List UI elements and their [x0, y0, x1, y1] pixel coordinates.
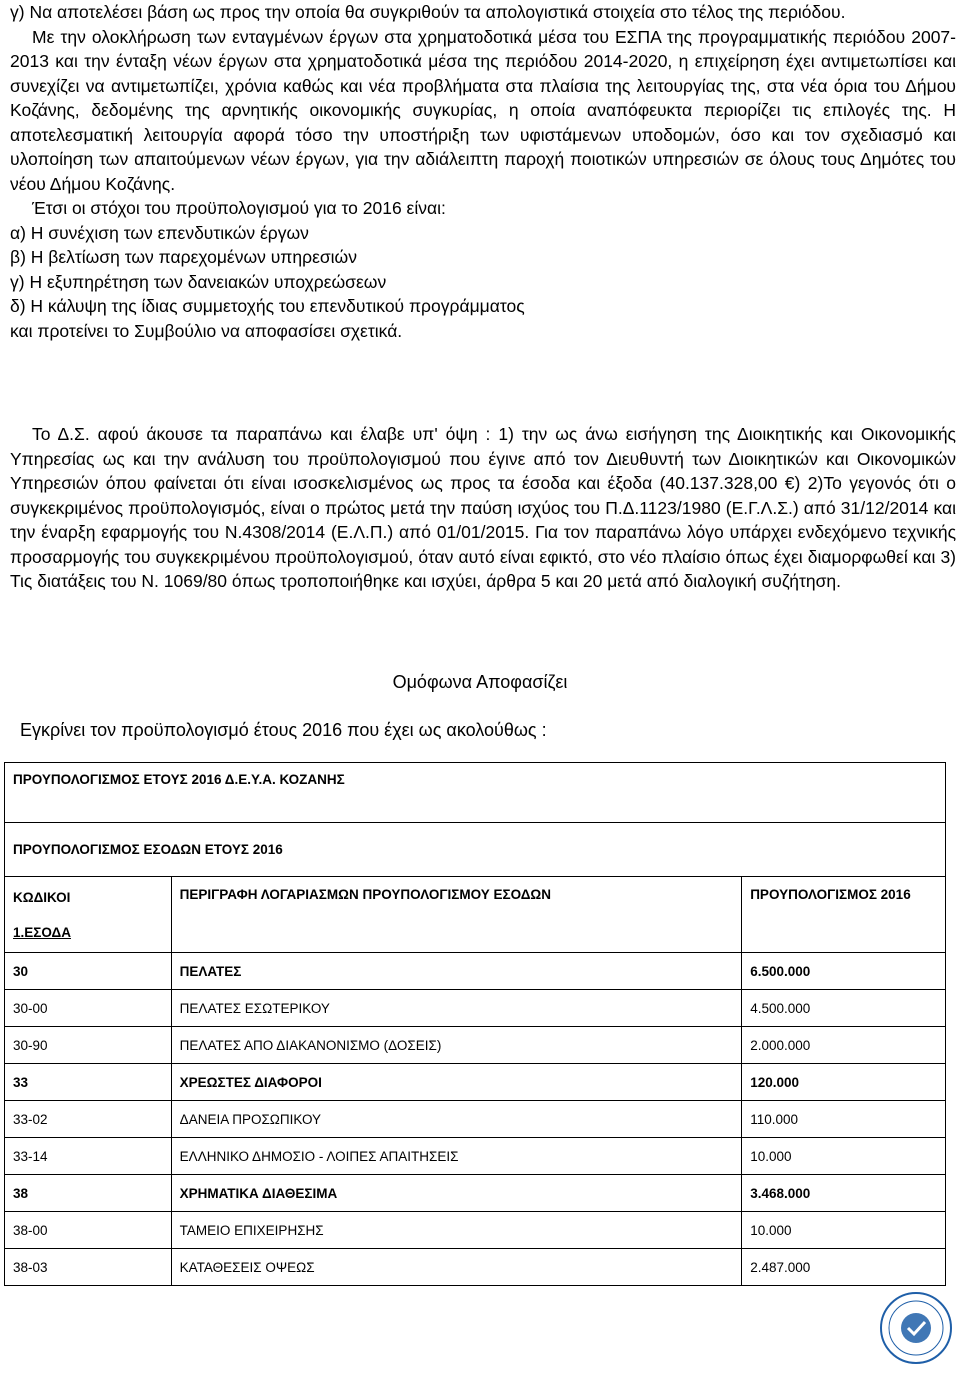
- proposal-line: και προτείνει το Συμβούλιο να αποφασίσει σχετικά.: [10, 320, 403, 341]
- row-amount: 2.487.000: [742, 1249, 946, 1286]
- row-code: 38-00: [5, 1212, 172, 1249]
- goal-item: α) Η συνέχιση των επενδυτικών έργων: [10, 222, 309, 243]
- approval-line: Εγκρίνει τον προϋπολογισμό έτους 2016 που έχει ως ακολούθως :: [20, 720, 547, 740]
- table-row: [5, 1249, 946, 1286]
- table-row: [5, 1027, 946, 1064]
- table-row: [5, 1175, 946, 1212]
- row-code: 33-14: [5, 1138, 172, 1175]
- table-subtitle: ΠΡΟΥΠΟΛΟΓΙΣΜΟΣ ΕΣΟΔΩΝ ΕΤΟΥΣ 2016: [5, 823, 946, 877]
- header-description: ΠΕΡΙΓΡΑΦΗ ΛΟΓΑΡΙΑΣΜΩΝ ΠΡΟΥΠΟΛΟΓΙΣΜΟΥ ΕΣΟΔΩΝ: [171, 877, 742, 953]
- row-code: 38-03: [5, 1249, 172, 1286]
- row-description: ΠΕΛΑΤΕΣ ΕΣΩΤΕΡΙΚΟΥ: [171, 990, 742, 1027]
- header-section: 1.ΕΣΟΔΑ: [13, 924, 71, 940]
- table-row: [5, 990, 946, 1027]
- row-amount: 6.500.000: [742, 953, 946, 990]
- goal-item: β) Η βελτίωση των παρεχομένων υπηρεσιών: [10, 247, 357, 267]
- row-description: ΧΡΗΜΑΤΙΚΑ ΔΙΑΘΕΣΙΜΑ: [171, 1175, 742, 1212]
- context-paragraph: Με την ολοκλήρωση των ενταγμένων έργων στα χρηματοδοτικά μέσα του ΕΣΠΑ της προγραμματικής περιόδου 2007-2013 και την ένταξη νέων έργων στα χρηματοδοτικά μέσα της περιόδου 2014-2020, η επιχείρηση έχει αντιμετωπίσει και συνεχίζει να αντιμετωπίζει, χρόνια καθώς και νέα προβλήματα στα πλαίσια της λειτουργίας της, στα νέα όρια του Δήμου Κοζάνης, δεδομένης της αρνητικής οικονομικής συγκυρίας, η οποία αναπόφευκτα περιορίζει τις επιλογές της. Η αποτελεσματική λειτουργία αφορά τόσο την υποστήριξη των υφιστάμενων υποδομών, όσο και τον σχεδιασμό και υλοποίηση των απαιτούμενων νέων έργων, για την αδιάλειπτη παροχή ποιοτικών υπηρεσιών σε όλους τους Δημότες του νέου Δήμου Κοζάνης.: [10, 26, 956, 194]
- table-row: [5, 1212, 946, 1249]
- row-description: ΠΕΛΑΤΕΣ ΑΠΟ ΔΙΑΚΑΝΟΝΙΣΜΟ (ΔΟΣΕΙΣ): [171, 1027, 742, 1064]
- row-description: ΕΛΛΗΝΙΚΟ ΔΗΜΟΣΙΟ - ΛΟΙΠΕΣ ΑΠΑΙΤΗΣΕΙΣ: [171, 1138, 742, 1175]
- row-amount: 2.000.000: [742, 1027, 946, 1064]
- decision-heading: Ομόφωνα Αποφασίζει: [392, 672, 568, 692]
- table-title: ΠΡΟΥΠΟΛΟΓΙΣΜΟΣ ΕΤΟΥΣ 2016 Δ.Ε.Υ.Α. ΚΟΖΑΝΗΣ: [5, 763, 946, 823]
- row-description: ΧΡΕΩΣΤΕΣ ΔΙΑΦΟΡΟΙ: [171, 1064, 742, 1101]
- row-description: ΠΕΛΑΤΕΣ: [171, 953, 742, 990]
- row-code: 30-90: [5, 1027, 172, 1064]
- goal-g-line: γ) Να αποτελέσει βάση ως προς την οποία θα συγκριθούν τα απολογιστικά στοιχεία στο τέλος της περιόδου.: [10, 2, 846, 22]
- row-amount: 120.000: [742, 1064, 946, 1101]
- header-codes-cell: [5, 877, 172, 953]
- goals-intro: Έτσι οι στόχοι του προϋπολογισμού για το 2016 είναι:: [32, 198, 446, 218]
- goal-item: δ) Η κάλυψη της ίδιας συμμετοχής του επενδυτικού προγράμματος: [10, 296, 525, 316]
- table-row: [5, 1101, 946, 1138]
- table-subtitle-row: [5, 823, 946, 877]
- table-header-row: [5, 877, 946, 953]
- row-description: ΚΑΤΑΘΕΣΕΙΣ ΟΨΕΩΣ: [171, 1249, 742, 1286]
- certification-stamp-icon: [878, 1290, 954, 1366]
- goal-item: γ) Η εξυπηρέτηση των δανειακών υποχρεώσεων: [10, 271, 387, 292]
- row-amount: 110.000: [742, 1101, 946, 1138]
- table-row: [5, 953, 946, 990]
- board-paragraph: Το Δ.Σ. αφού άκουσε τα παραπάνω και έλαβε υπ' όψη : 1) την ως άνω εισήγηση της Διοικητικής και Οικονομικής Υπηρεσίας ως και την ανάλυση του προϋπολογισμού που έγινε από τον Διευθυντή των Διοικητικών και Οικονομικών Υπηρεσιών όπου φαίνεται ότι είναι ισοσκελισμένος ως προς τα έσοδα και έξοδα (40.137.328,00 €) 2)Το γεγονός ότι ο συγκεκριμένος προϋπολογισμός, είναι ο πρώτος μετά την παύση ισχύος του Π.Δ.1123/1980 (Ε.Γ.Λ.Σ.) από 31/12/2014 και την έναρξη εφαρμογής του Ν.4308/2014 (Ε.Λ.Π.) από 01/01/2015. Για τον παραπάνω λόγο υπάρχει ενδεχόμενο τεχνικής προσαρμογής του συγκεκριμένου προϋπολογισμού, όταν αυτό είναι εφικτό, στο νέο πλαίσιο όπως έχει διαμορφωθεί και 3) Τις διατάξεις του Ν. 1069/80 όπως τροποποιήθηκε και ισχύει, άρθρα 5 και 20 μετά από διαλογική συζήτηση.: [10, 424, 956, 591]
- row-code: 33-02: [5, 1101, 172, 1138]
- table-row: [5, 1138, 946, 1175]
- table-row: [5, 1064, 946, 1101]
- table-body: [5, 953, 946, 1286]
- row-code: 30-00: [5, 990, 172, 1027]
- row-amount: 10.000: [742, 1212, 946, 1249]
- header-codes: ΚΩΔΙΚΟΙ: [13, 889, 71, 905]
- row-code: 33: [5, 1064, 172, 1101]
- board-decision-section: [10, 422, 956, 594]
- row-code: 38: [5, 1175, 172, 1212]
- header-budget: ΠΡΟΥΠΟΛΟΓΙΣΜΟΣ 2016: [742, 877, 946, 953]
- table-title-row: [5, 763, 946, 823]
- row-amount: 10.000: [742, 1138, 946, 1175]
- row-description: ΤΑΜΕΙΟ ΕΠΙΧΕΙΡΗΣΗΣ: [171, 1212, 742, 1249]
- row-code: 30: [5, 953, 172, 990]
- intro-section: [10, 0, 956, 343]
- row-amount: 4.500.000: [742, 990, 946, 1027]
- budget-table: [4, 762, 946, 1286]
- row-description: ΔΑΝΕΙΑ ΠΡΟΣΩΠΙΚΟΥ: [171, 1101, 742, 1138]
- row-amount: 3.468.000: [742, 1175, 946, 1212]
